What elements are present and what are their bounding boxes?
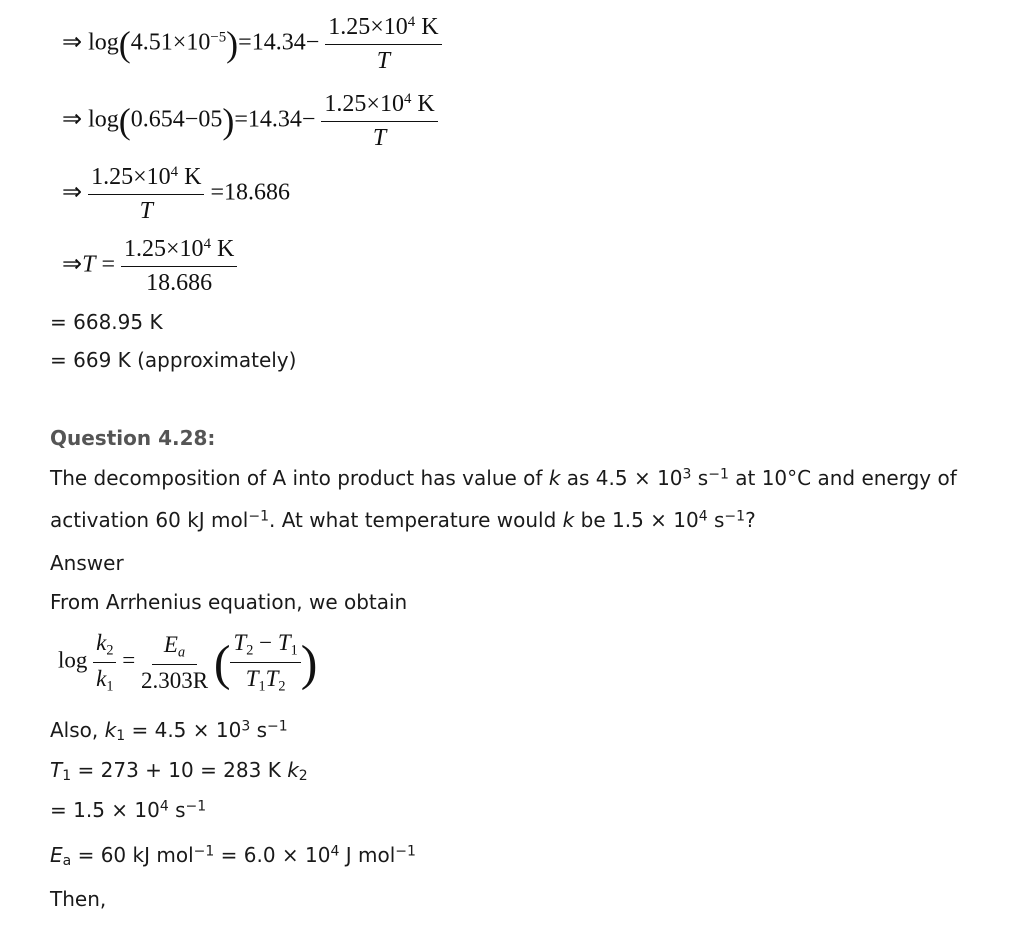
arrhenius-equation: log $\frac{k2}{k1}$ = $\frac{Ea}{2.303R}$ ( $\frac{T2 - T1}{T1T2}$ ) bbox=[58, 630, 318, 695]
fraction: $\frac{1.25\times 10^4 K}{T}$ bbox=[321, 91, 437, 151]
implies-arrow: ⇒ bbox=[62, 179, 83, 206]
question-line-1: The decomposition of A into product has value of k as $4.5 \times 10^3$ $s^{-1}$ at 10°C and energy of bbox=[50, 466, 957, 490]
t1-line: $T_1 = 273 + 10 = 283$ K $k_2$ bbox=[50, 758, 308, 784]
implies-arrow: ⇒ bbox=[62, 29, 83, 56]
equation-4: ⇒T = $\frac{1.25\times 10^4 K}{18.686}$ bbox=[62, 236, 237, 296]
then-label: Then, bbox=[50, 887, 107, 911]
result-line-2: = 669 K (approximately) bbox=[50, 348, 297, 372]
fraction-ea: $\frac{Ea}{2.303R}$ bbox=[140, 631, 209, 693]
implies-arrow: ⇒ bbox=[62, 106, 83, 133]
fraction: $\frac{1.25\times 10^4 K}{T}$ bbox=[325, 14, 441, 74]
equation-3: ⇒ $\frac{1.25\times 10^4 K}{T}$ =18.686 bbox=[62, 164, 290, 224]
fraction: $\frac{1.25\times 10^4 K}{T}$ bbox=[88, 164, 204, 224]
question-heading: Question 4.28: bbox=[50, 426, 216, 450]
fraction: $\frac{1.25\times 10^4 K}{18.686}$ bbox=[121, 236, 237, 296]
result-line-1: = 668.95 K bbox=[50, 310, 163, 334]
question-line-2: activation 60 kJ mol$^{-1}$. At what temperature would k be $1.5 \times 10^4$ $s^{-1}$? bbox=[50, 508, 756, 532]
fraction-temperature: $\frac{T2 - T1}{T1T2}$ bbox=[230, 630, 300, 695]
answer-label: Answer bbox=[50, 551, 124, 575]
equation-1: ⇒ $\log(4.51\times 10^{-5})=14.34-$ $\frac{1.25\times 10^4 K}{T}$ bbox=[62, 14, 442, 74]
k2-value-line: = $1.5 \times 10^4$ $s^{-1}$ bbox=[50, 798, 207, 822]
ea-line: $E_a = 60$ kJ $mol^{-1} = 6.0 \times 10^4$ J mol$^{-1}$ bbox=[50, 843, 416, 869]
implies-arrow: ⇒ bbox=[62, 251, 83, 278]
equation-2: ⇒ log(0.654−05)=14.34− $\frac{1.25\times 10^4 K}{T}$ bbox=[62, 91, 438, 151]
also-k1-line: Also, $k_1 = 4.5 \times 10^3$ $s^{-1}$ bbox=[50, 718, 288, 744]
fraction-k2-k1: $\frac{k2}{k1}$ bbox=[93, 630, 116, 695]
arrhenius-intro: From Arrhenius equation, we obtain bbox=[50, 590, 408, 614]
